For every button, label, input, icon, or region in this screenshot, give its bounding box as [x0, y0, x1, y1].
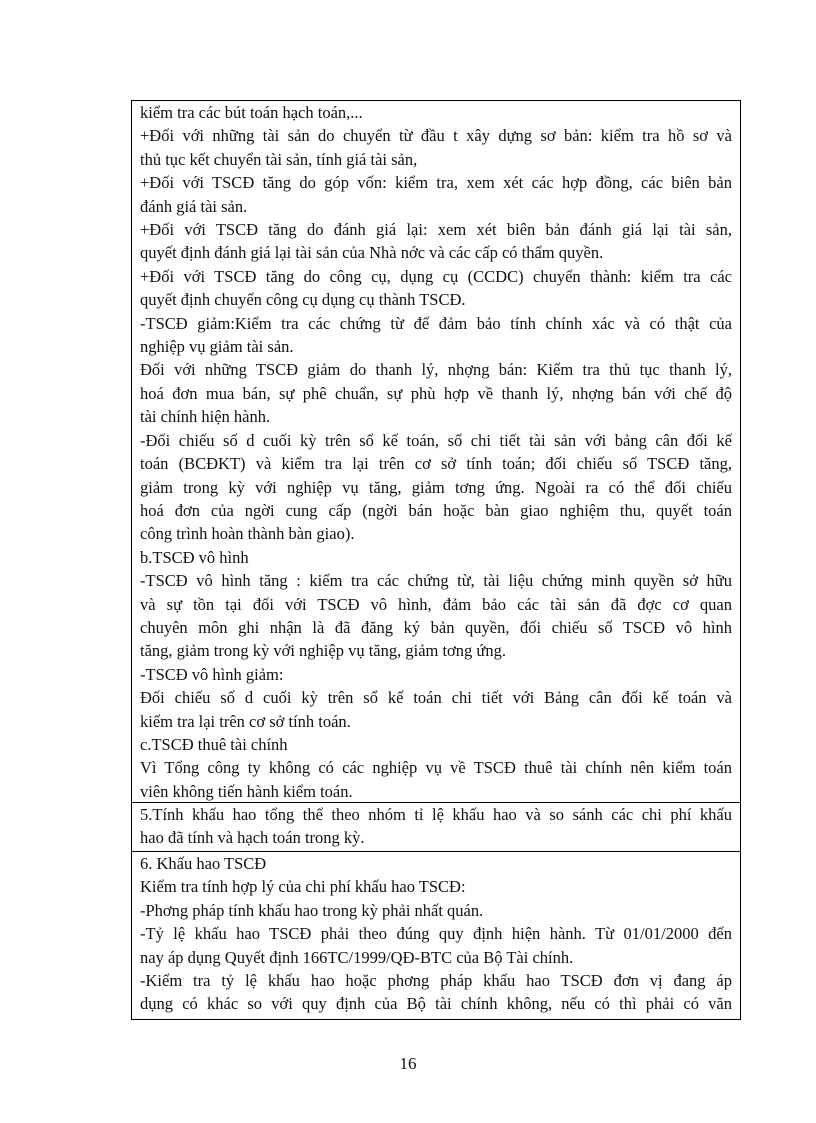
text-line: nay áp dụng Quyết định 166TC/1999/QĐ-BTC của Bộ Tài chính. — [140, 947, 574, 967]
text-line: -Tỷ lệ khấu hao TSCĐ phải theo đúng quy định hiện hành. Từ 01/01/2000 đến — [140, 924, 732, 944]
subheading: c.TSCĐ thuê tài chính — [140, 734, 288, 754]
table-cell-procedures — [132, 101, 740, 803]
text-line: -Kiểm tra tỷ lệ khấu hao hoặc phơng pháp khấu hao TSCĐ đơn vị đang áp — [140, 971, 732, 991]
table-cell-depreciation-check — [132, 852, 740, 1019]
text-line: hoá đơn của ngời cung cấp (ngời bán hoặc bàn giao nghiệm thu, quyết toán — [140, 500, 732, 520]
text-line: -TSCĐ vô hình tăng : kiểm tra các chứng từ, tài liệu chứng minh quyền sở hữu — [140, 571, 732, 591]
page-number: 16 — [399, 1054, 417, 1073]
content-table — [131, 100, 741, 1020]
text-line: Kiểm tra tính hợp lý của chi phí khấu hao TSCĐ: — [140, 877, 466, 897]
text-line: Đối chiếu số d cuối kỳ trên sổ kế toán chi tiết với Bảng cân đối kế toán và — [140, 688, 732, 708]
text-line: chuyên môn ghi nhận là đã đăng ký bản quyền, đối chiếu số TSCĐ vô hình — [140, 617, 732, 637]
text-line: quyết định đánh giá lại tài sản của Nhà nớc và các cấp có thẩm quyền. — [140, 243, 604, 263]
text-line: +Đối với TSCĐ tăng do đánh giá lại: xem xét biên bản đánh giá lại tài sản, — [140, 220, 732, 240]
text-line: Đối với những TSCĐ giảm do thanh lý, nhợng bán: Kiểm tra thủ tục thanh lý, — [140, 360, 732, 380]
text-line: dụng có khác so với quy định của Bộ tài chính không, nếu có thì phải có văn — [140, 994, 732, 1014]
text-line: thủ tục kết chuyển tài sản, tính giá tài sản, — [140, 149, 418, 169]
text-line: đánh giá tài sản. — [140, 196, 248, 216]
text-line: toán (BCĐKT) và kiểm tra lại trên cơ sở tính toán; đối chiếu số TSCĐ tăng, — [140, 454, 732, 474]
text-line: +Đối với TSCĐ tăng do góp vốn: kiểm tra, xem xét các hợp đồng, các biên bản — [140, 173, 732, 193]
text-line: nghiệp vụ giảm tài sản. — [140, 337, 294, 357]
text-line: công trình hoàn thành bàn giao). — [140, 524, 355, 544]
text-line: +Đối với TSCĐ tăng do công cụ, dụng cụ (CCDC) chuyển thành: kiểm tra các — [140, 266, 732, 286]
text-line: Vì Tổng công ty không có các nghiệp vụ về TSCĐ thuê tài chính nên kiểm toán — [140, 758, 732, 778]
text-line: -TSCĐ giảm:Kiểm tra các chứng từ để đảm bảo tính chính xác và có thật của — [140, 313, 732, 333]
text-line: tài chính hiện hành. — [140, 407, 271, 427]
text-line: quyết định chuyển công cụ dụng cụ thành TSCĐ. — [140, 290, 466, 310]
text-line: hao đã tính và hạch toán trong kỳ. — [140, 828, 365, 848]
text-line: 5.Tính khấu hao tổng thể theo nhóm tỉ lệ khấu hao và so sánh các chi phí khấu — [140, 805, 732, 824]
text-line: kiểm tra các bút toán hạch toán,... — [140, 103, 363, 122]
text-line: +Đối với những tài sản do chuyển từ đầu t xây dựng sơ bản: kiểm tra hồ sơ và — [140, 126, 732, 146]
text-line: viên không tiến hành kiểm toán. — [140, 781, 353, 801]
table-cell-depreciation-overview — [132, 803, 740, 852]
text-line: tăng, giảm trong kỳ với nghiệp vụ tăng, giảm tơng ứng. — [140, 641, 506, 661]
subheading: b.TSCĐ vô hình — [140, 547, 249, 567]
subheading: 6. Khấu hao TSCĐ — [140, 854, 267, 873]
text-line: và sự tồn tại đối với TSCĐ vô hình, đảm bảo các tài sản đã đợc cơ quan — [140, 594, 732, 614]
text-line: hoá đơn mua bán, sự phê chuẩn, sự phù hợp về thanh lý, nhợng bán với chế độ — [140, 383, 732, 403]
text-line: -Phơng pháp tính khấu hao trong kỳ phải nhất quán. — [140, 900, 484, 920]
text-line: -TSCĐ vô hình giảm: — [140, 664, 284, 684]
text-line: -Đối chiếu số d cuối kỳ trên sổ kế toán, sổ chi tiết tài sản với bảng cân đối kế — [140, 430, 732, 450]
text-line: kiểm tra lại trên cơ sở tính toán. — [140, 711, 351, 731]
text-line: giảm trong kỳ với nghiệp vụ tăng, giảm tơng ứng. Ngoài ra có thể đối chiếu — [140, 477, 732, 497]
